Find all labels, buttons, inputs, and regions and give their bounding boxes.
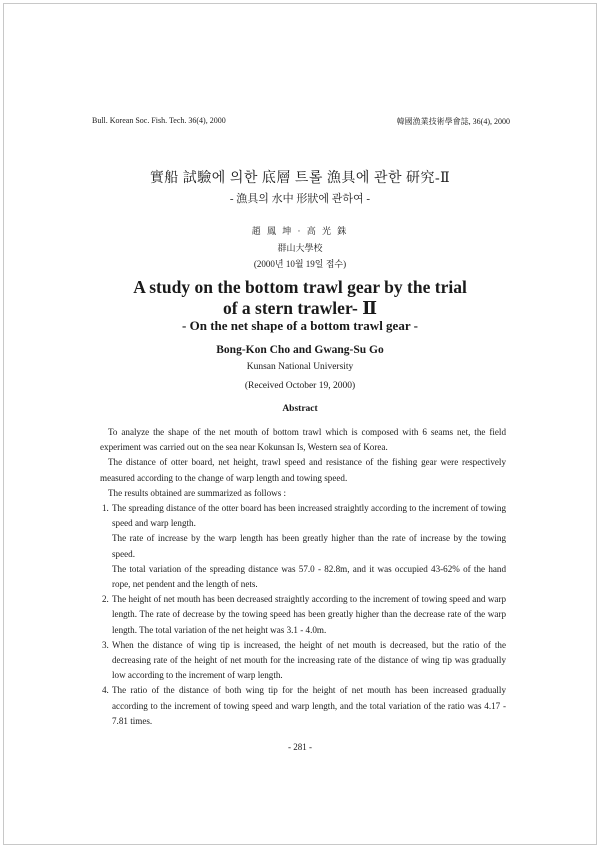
english-subtitle: - On the net shape of a bottom trawl gear - xyxy=(182,318,418,333)
item-text: The height of net mouth has been decreased straightly according to the increment of towing speed and warp length. The rate of decrease by the towing speed has been greatly higher than the decrease rate of the warp length. The total variation of the net height was 3.1 - 4.0m. xyxy=(112,594,506,635)
item-number: 1. xyxy=(102,503,109,514)
english-received-date: (Received October 19, 2000) xyxy=(244,381,356,391)
english-authors: Bong-Kon Cho and Gwang-Su Go xyxy=(216,344,384,356)
item-text: The ratio of the distance of both wing tip for the height of net mouth has been increased gradually according to the increment of towing speed and warp length, and the total variation of the ratio was 4.17 - 7.81 times. xyxy=(112,685,506,726)
item-text: The rate of increase by the warp length has been greatly higher than the rate of increase by the towing speed. xyxy=(112,533,506,559)
results-list-item xyxy=(100,501,506,592)
abstract-paragraph: To analyze the shape of the net mouth of bottom trawl which is composed with 6 seams net, the field experiment was carried out on the sea near Kokunsan Is, Western sea of Korea. xyxy=(100,427,506,453)
item-text: The spreading distance of the otter board has been increased straightly according to the increment of towing speed and warp length. xyxy=(112,503,506,529)
page-number: - 281 - xyxy=(288,742,312,752)
korean-received-date: (2000년 10월 19일 접수) xyxy=(253,259,347,269)
abstract-heading: Abstract xyxy=(282,404,318,414)
journal-header-korean: 韓國漁業技術學會誌, 36(4), 2000 xyxy=(396,117,510,126)
english-affiliation: Kunsan National University xyxy=(246,362,354,372)
korean-authors: 趙 鳳 坤 · 高 光 銖 xyxy=(251,226,349,236)
abstract-paragraph: The distance of otter board, net height, trawl speed and resistance of the fishing gear were respectively measured according to the change of warp length and towing speed. xyxy=(100,457,506,483)
journal-header-english: Bull. Korean Soc. Fish. Tech. 36(4), 2000 xyxy=(92,116,226,125)
results-list xyxy=(100,501,506,729)
item-number: 4. xyxy=(102,685,109,696)
results-list-item xyxy=(100,592,506,638)
korean-affiliation: 群山大學校 xyxy=(277,243,323,253)
results-list-item xyxy=(100,683,506,729)
korean-subtitle: - 漁具의 水中 形狀에 관하여 - xyxy=(229,193,371,205)
item-number: 2. xyxy=(102,594,109,605)
item-text: The total variation of the spreading distance was 57.0 - 82.8m, and it was occupied 43-62% of the hand rope, net pendent and the length of nets. xyxy=(112,563,506,590)
item-number: 3. xyxy=(102,639,109,650)
english-title-line1: A study on the bottom trawl gear by the trial xyxy=(133,277,467,297)
item-text: When the distance of wing tip is increased, the height of net mouth is decreased, but the ratio of the decreasing rate of the height of net mouth for the increasing rate of the distance of wing tip was gradually low according to the increment of warp length. xyxy=(112,639,506,681)
english-title-line2: of a stern trawler- Ⅱ xyxy=(222,298,378,318)
results-list-item xyxy=(100,638,506,684)
abstract-body xyxy=(100,425,506,729)
abstract-paragraph: The results obtained are summarized as follows : xyxy=(108,487,287,498)
korean-title: 實船 試驗에 의한 底層 트롤 漁具에 관한 研究-Ⅱ xyxy=(149,171,451,186)
